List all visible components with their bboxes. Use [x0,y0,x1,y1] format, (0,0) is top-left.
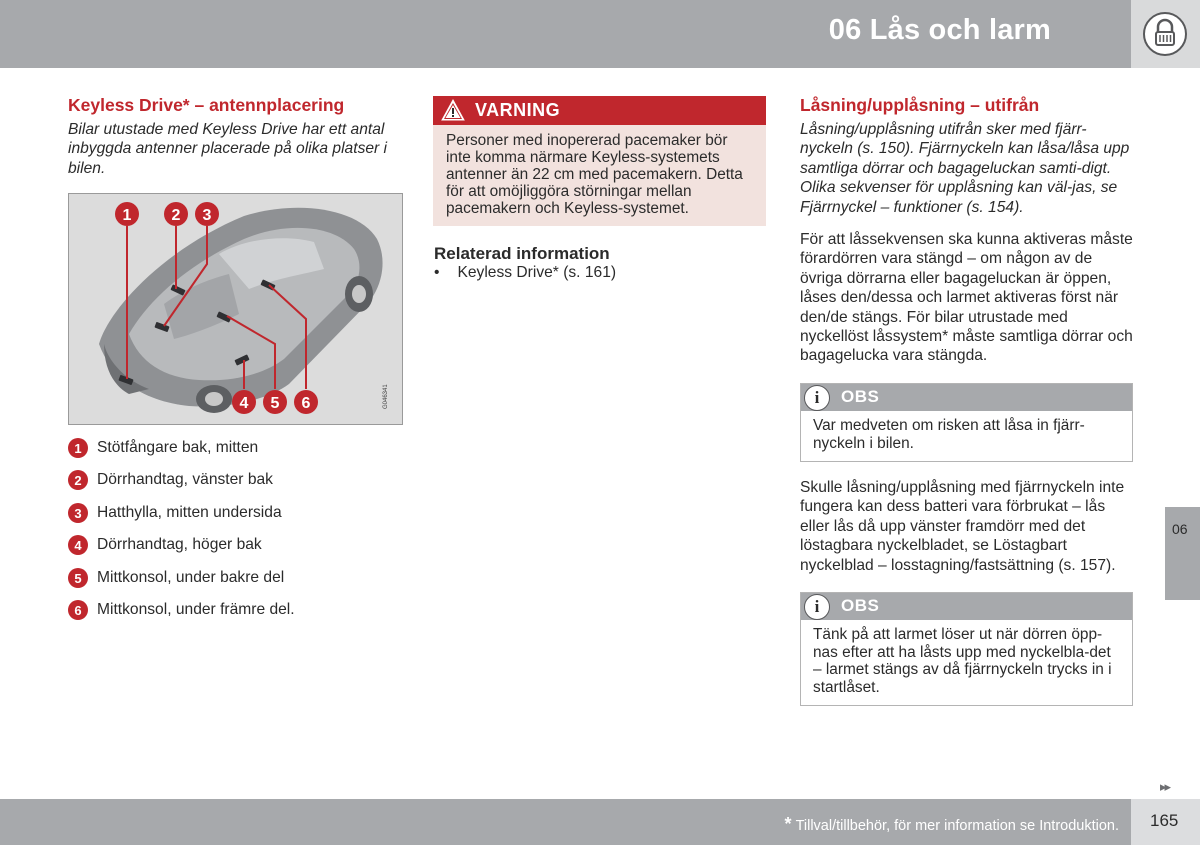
warning-box [433,96,766,226]
legend-text: Hatthylla, mitten undersida [97,504,282,521]
note-text: Var medveten om risken att låsa in fjärr-nyckeln i bilen. [813,417,1085,452]
legend-text: Mittkonsol, under främre del. [97,601,295,618]
chapter-title: 06 Lås och larm [828,14,1051,46]
legend-item [68,469,273,491]
svg-text:2: 2 [171,207,181,224]
svg-text:4: 4 [239,395,249,412]
footnote-star: * [784,814,792,834]
paragraph-battery: Skulle låsning/upplåsning med fjärrnyckeln inte fungera kan dess batteri vara förbrukat – lås eller lås då upp vänster framdörr med det löstagbara nyckelbladet, se Löstagbart nyckelblad – losstagning/fastsättning (s. 157). [800,479,1125,574]
chapter-side-tab-label: 06 [1172,521,1188,537]
legend-number-badge: 1 [68,438,88,458]
section-intro-lock-unlock: Låsning/upplåsning utifrån sker med fjärr-nyckeln (s. 150). Fjärrnyckeln kan låsa/låsa upp samtliga dörrar och bagageluckan samti-digt. Olika sekvenser för upplåsning kan väl-jas, se Fjärrnyckel – funktioner (s. 154). [800,121,1130,216]
related-link[interactable]: Keyless Drive* (s. 161) [457,264,617,281]
continue-arrows-icon: ▸▸ [1160,779,1170,794]
car-antenna-figure [68,193,403,425]
legend-text: Dörrhandtag, vänster bak [97,471,273,488]
chapter-icon-box [1131,0,1200,68]
callout-2 [164,202,188,226]
legend-item [68,534,262,556]
callout-3 [195,202,219,226]
warning-text: Personer med inopererad pacemaker bör inte komma närmare Keyless-systemets antenner än 22 cm med pacemakern. Detta för att omöjliggöra störningar mellan pacemakern och Keyless-systemet. [446,132,743,217]
callout-4 [232,390,256,414]
chapter-side-tab [1165,507,1200,600]
page-number: 165 [1150,811,1179,830]
note-header [801,593,1132,620]
section-heading-lock-unlock: Låsning/upplåsning – utifrån [800,95,1040,115]
figure-code: G046341 [383,384,389,409]
section-intro-keyless: Bilar utustade med Keyless Drive har ett antal inbyggda antenner placerade på olika platser i bilen. [68,121,388,177]
legend-number-badge: 4 [68,535,88,555]
note-title: OBS [841,596,880,615]
legend-number-badge: 2 [68,470,88,490]
section-heading-keyless-antenna: Keyless Drive* – antennplacering [68,95,345,115]
legend-number-badge: 3 [68,503,88,523]
legend-number-badge: 6 [68,600,88,620]
legend-text: Mittkonsol, under bakre del [97,569,285,586]
bullet: • [434,264,440,281]
note-text: Tänk på att larmet löser ut när dörren öpp-nas efter att ha låsts upp med nyckelbla-det – larmet stängs av då fjärrnyckeln trycks in i startlåset. [813,626,1112,696]
callout-5 [263,390,287,414]
legend-text: Dörrhandtag, höger bak [97,536,262,553]
legend-item [68,567,284,589]
footer-bar [0,799,1131,845]
note-box [800,383,1133,462]
car-illustration [99,208,383,413]
footer-note [785,814,1119,835]
legend-text: Stötfångare bak, mitten [97,439,259,456]
svg-text:5: 5 [270,395,280,412]
legend-item [68,437,258,459]
info-icon: i [804,594,830,620]
info-icon: i [804,385,830,411]
svg-text:1: 1 [122,207,132,224]
svg-text:3: 3 [202,207,212,224]
callout-6 [294,390,318,414]
legend-item [68,502,282,524]
note-title: OBS [841,387,880,406]
padlock-icon [1143,12,1187,56]
note-header [801,384,1132,411]
related-info-heading: Relaterad information [434,244,610,263]
warning-header [433,96,766,125]
svg-text:6: 6 [301,395,311,412]
warning-triangle-icon [440,98,466,122]
related-info-item[interactable] [434,264,616,282]
legend-item [68,599,295,621]
chapter-header-bar [0,0,1131,68]
footer-note-text: Tillval/tillbehör, för mer information se Introduktion. [795,818,1119,834]
paragraph-lock-sequence: För att låssekvensen ska kunna aktiveras måste förardörren vara stängd – om någon av de övriga dörrarna eller bagageluckan är öppen, låses den/dessa och larmet aktiveras först när den/de stängs. För bilar utrustade med nyckellöst låssystem* måste samtliga dörrar och bagagelucka vara stängda. [800,231,1133,365]
legend-number-badge: 5 [68,568,88,588]
callout-1 [115,202,139,226]
warning-title: VARNING [475,100,561,120]
note-box [800,592,1133,706]
page-number-box [1131,799,1200,845]
